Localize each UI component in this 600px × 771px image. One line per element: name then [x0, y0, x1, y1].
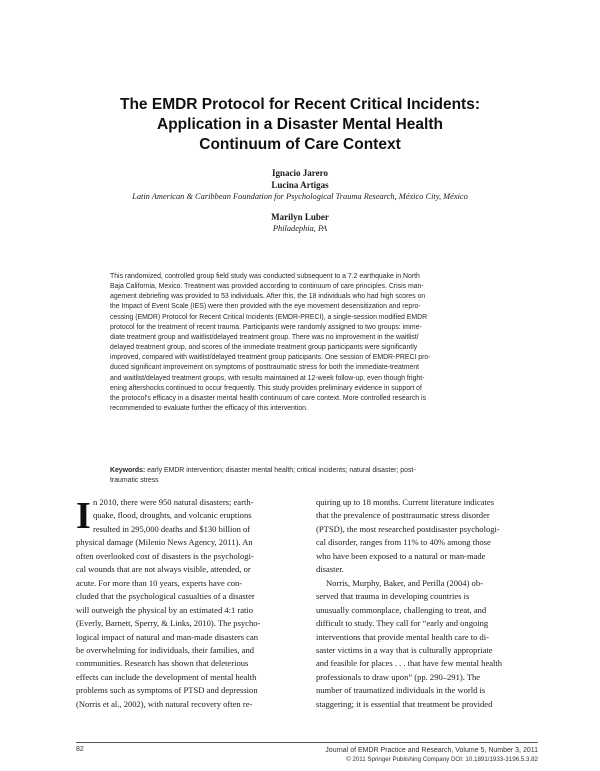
keywords-label: Keywords:	[110, 467, 146, 474]
abstract-line: Baja California, Mexico. Treatment was provided according to continuum of care principles. Crisis man-	[110, 283, 424, 291]
abstract-line: This randomized, controlled group field study was conducted subsequent to a 7.2 earthquake in North	[110, 273, 420, 280]
abstract-line: improved, compared with waitlist/delayed treatment group paticipants. One session of EMDR-PRECI pro-	[110, 354, 431, 362]
abstract-line: the protocol's efficacy in a disaster mental health continuum of care context. More controlled research is	[110, 394, 427, 402]
abstract	[110, 272, 490, 414]
body-line: served that trauma in developing countries is	[316, 591, 470, 602]
body-line: professionals to draw upon” (pp. 290–291). The	[316, 671, 481, 682]
abstract-line: diate treatment group and waitlist/delayed treatment group. There was no improvement in the waitlist/	[110, 333, 419, 341]
abstract-line: cessing (EMDR) Protocol for Recent Critical Incidents (EMDR-PRECI), a single-session modified EMDR	[110, 313, 428, 321]
journal-citation: Journal of EMDR Practice and Research, Volume 5, Number 3, 2011	[325, 747, 538, 754]
body-line: disaster.	[316, 564, 344, 575]
body-line: and feasible for places . . . that have few mental health	[316, 658, 503, 669]
body-line: be overwhelming for individuals, their families, and	[76, 644, 255, 655]
author-affiliation: Latin American & Caribbean Foundation for Psychological Trauma Research, México City, México	[132, 192, 468, 201]
author-block	[60, 168, 540, 235]
title-line: Continuum of Care Context	[199, 136, 401, 153]
body-line: quiring up to 18 months. Current literature indicates	[316, 497, 495, 507]
body-line: unusually commonplace, challenging to treat, and	[316, 604, 487, 615]
body-line: interventions that provide mental health care to di-	[316, 631, 490, 642]
keywords-text: early EMDR intervention; disaster mental health; critical incidents; natural disaster; post-	[145, 467, 416, 474]
body-line: cal disorder, ranges from 11% to 40% among those	[316, 537, 491, 548]
abstract-line: duced significant improvement on symptoms of posttraumatic stress for both the immediate-treatment	[110, 364, 420, 372]
body-line: who have been exposed to a natural or man-made	[316, 550, 486, 561]
author-name: Lucina Artigas	[271, 179, 329, 190]
body-line: logical impact of natural and man-made disasters can	[76, 631, 259, 642]
body-line: (Everly, Barnett, Sperry, & Links, 2010). The psycho-	[76, 618, 261, 629]
body-line: physical damage (Milenio News Agency, 2011). An	[76, 537, 253, 548]
author-affiliation: Philadephia, PA	[272, 224, 328, 233]
body-line: saster victims in a way that is culturally appropriate	[316, 644, 493, 655]
abstract-line: ening aftershocks continued to occur frequently. This study provides preliminary evidence in support of	[110, 384, 422, 392]
body-line: acute. For more than 10 years, experts have con-	[76, 577, 243, 588]
page-number: 82	[76, 746, 84, 753]
body-line: staggering; it is essential that treatment be provided	[316, 698, 493, 709]
body-line: Norris, Murphy, Baker, and Perilla (2004) ob-	[326, 577, 483, 588]
copyright-doi: © 2011 Springer Publishing Company DOI: 10.1891/1933-3196.5.3.82	[346, 756, 538, 763]
author-name: Marilyn Luber	[271, 211, 329, 222]
body-line: quake, flood, droughts, and volcanic eruptions	[93, 510, 252, 521]
body-column-right	[316, 496, 554, 711]
body-line: communities. Research has shown that deleterious	[76, 658, 249, 669]
abstract-line: recommended to evaluate further the efficacy of this intervention.	[110, 405, 308, 413]
article-title	[60, 95, 540, 155]
abstract-line: delayed treatment group, and scores of the immediate treatment group participants were significantly	[110, 344, 418, 352]
abstract-line: and waitlist/delayed treatment groups, with results maintained at 12-week follow-up, even though fright-	[110, 374, 425, 382]
abstract-line: the Impact of Event Scale (IES) were then provided with the eye movement desensitization and repro-	[110, 303, 421, 311]
author-name: Ignacio Jarero	[272, 168, 328, 178]
body-line: (Norris et al., 2002), with natural recovery often re-	[76, 698, 253, 709]
body-line: resulted in 295,000 deaths and $130 billion of	[93, 523, 251, 534]
body-line: difficult to study. They call for “early and ongoing	[316, 618, 489, 629]
body-line: cluded that the psychological casualties of a disaster	[76, 591, 255, 602]
keywords-text: traumatic stress	[110, 477, 159, 485]
body-line: will outweigh the physical by an estimated 4:1 ratio	[76, 604, 254, 615]
footer-divider	[76, 742, 538, 743]
title-line: The EMDR Protocol for Recent Critical Incidents:	[120, 96, 480, 113]
body-line: cal wounds that are not always visible, attended, or	[76, 564, 251, 575]
body-line: n 2010, there were 950 natural disasters; earth-	[93, 497, 254, 507]
body-column-left	[76, 496, 314, 711]
body-line: number of traumatized individuals in the world is	[316, 685, 486, 696]
body-line: often overlooked cost of disasters is the psychologi-	[76, 550, 254, 561]
body-line: problems such as symptoms of PTSD and depression	[76, 685, 258, 696]
keywords	[110, 466, 490, 486]
body-line: (PTSD), the most researched postdisaster psychologi-	[316, 523, 500, 534]
drop-cap: I	[76, 495, 91, 537]
body-line: that the prevalence of posttraumatic stress disorder	[316, 510, 490, 521]
abstract-line: protocol for the treatment of recent trauma. Participants were randomly assigned to two groups: imme-	[110, 323, 422, 331]
title-line: Application in a Disaster Mental Health	[157, 116, 443, 133]
abstract-line: agement debriefing was provided to 53 individuals. After this, the 18 individuals who had high scores on	[110, 293, 426, 301]
body-line: effects can include the development of mental health	[76, 671, 257, 682]
journal-footer	[325, 746, 538, 764]
